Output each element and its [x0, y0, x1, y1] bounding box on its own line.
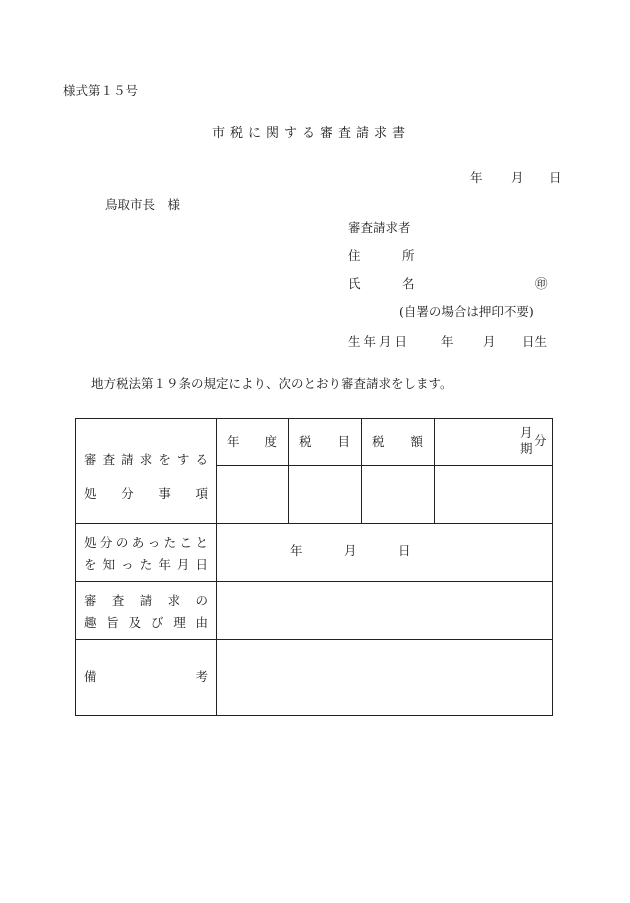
grid-line: [76, 523, 553, 524]
request-table: [75, 418, 553, 716]
date-day-label: 日: [549, 170, 562, 185]
col-header-year: 年 度: [227, 434, 277, 449]
col-header-tax-amount: 税 額: [372, 434, 423, 449]
grid-line: [216, 419, 217, 716]
date-month-label: 月: [511, 170, 524, 185]
row3-label-line1: 審 査 請 求 の: [84, 593, 208, 608]
address-label-1: 住: [348, 248, 361, 263]
requester-heading: 審査請求者: [348, 220, 411, 235]
seal-note: (自署の場合は押印不要): [399, 304, 534, 319]
grid-line: [216, 465, 553, 466]
birth-day-label: 日生: [522, 334, 548, 349]
grid-line: [361, 419, 362, 523]
row2-date-month: 月: [344, 543, 357, 558]
seal-mark: ㊞: [535, 276, 548, 291]
form-number: 様式第１５号: [63, 83, 139, 98]
row4-label: 備 考: [84, 669, 208, 684]
col-header-period-term: 期: [520, 441, 533, 456]
col-header-tax-item: 税 目: [299, 434, 350, 449]
col-header-period-month: 月: [520, 425, 533, 440]
grid-line: [76, 581, 553, 582]
document-title: 市税に関する審査請求書: [212, 126, 411, 141]
address-label-2: 所: [402, 248, 415, 263]
name-label-1: 氏: [348, 276, 361, 291]
row1-label-bottom: 処 分 事 項: [84, 486, 208, 501]
row2-date-year: 年: [290, 543, 303, 558]
birth-year-label: 年: [441, 334, 454, 349]
name-label-2: 名: [402, 276, 415, 291]
row2-label-line2: を 知 っ た 年 月 日: [84, 557, 208, 572]
intro-text: 地方税法第１９条の規定により、次のとおり審査請求をします。: [91, 376, 453, 391]
birth-month-label: 月: [483, 334, 496, 349]
addressee: 鳥取市長 様: [105, 197, 181, 212]
grid-line: [288, 419, 289, 523]
birth-label: 生年月日: [348, 334, 411, 349]
row2-date-day: 日: [398, 543, 411, 558]
col-header-period-suffix: 分: [534, 433, 547, 448]
date-year-label: 年: [470, 170, 483, 185]
grid-line: [434, 419, 435, 523]
grid-line: [76, 639, 553, 640]
row3-label-line2: 趣 旨 及 び 理 由: [84, 615, 208, 630]
row1-label-top: 審 査 請 求 を す る: [84, 452, 208, 467]
row2-label-line1: 処 分 の あ っ た こ と: [84, 535, 208, 550]
